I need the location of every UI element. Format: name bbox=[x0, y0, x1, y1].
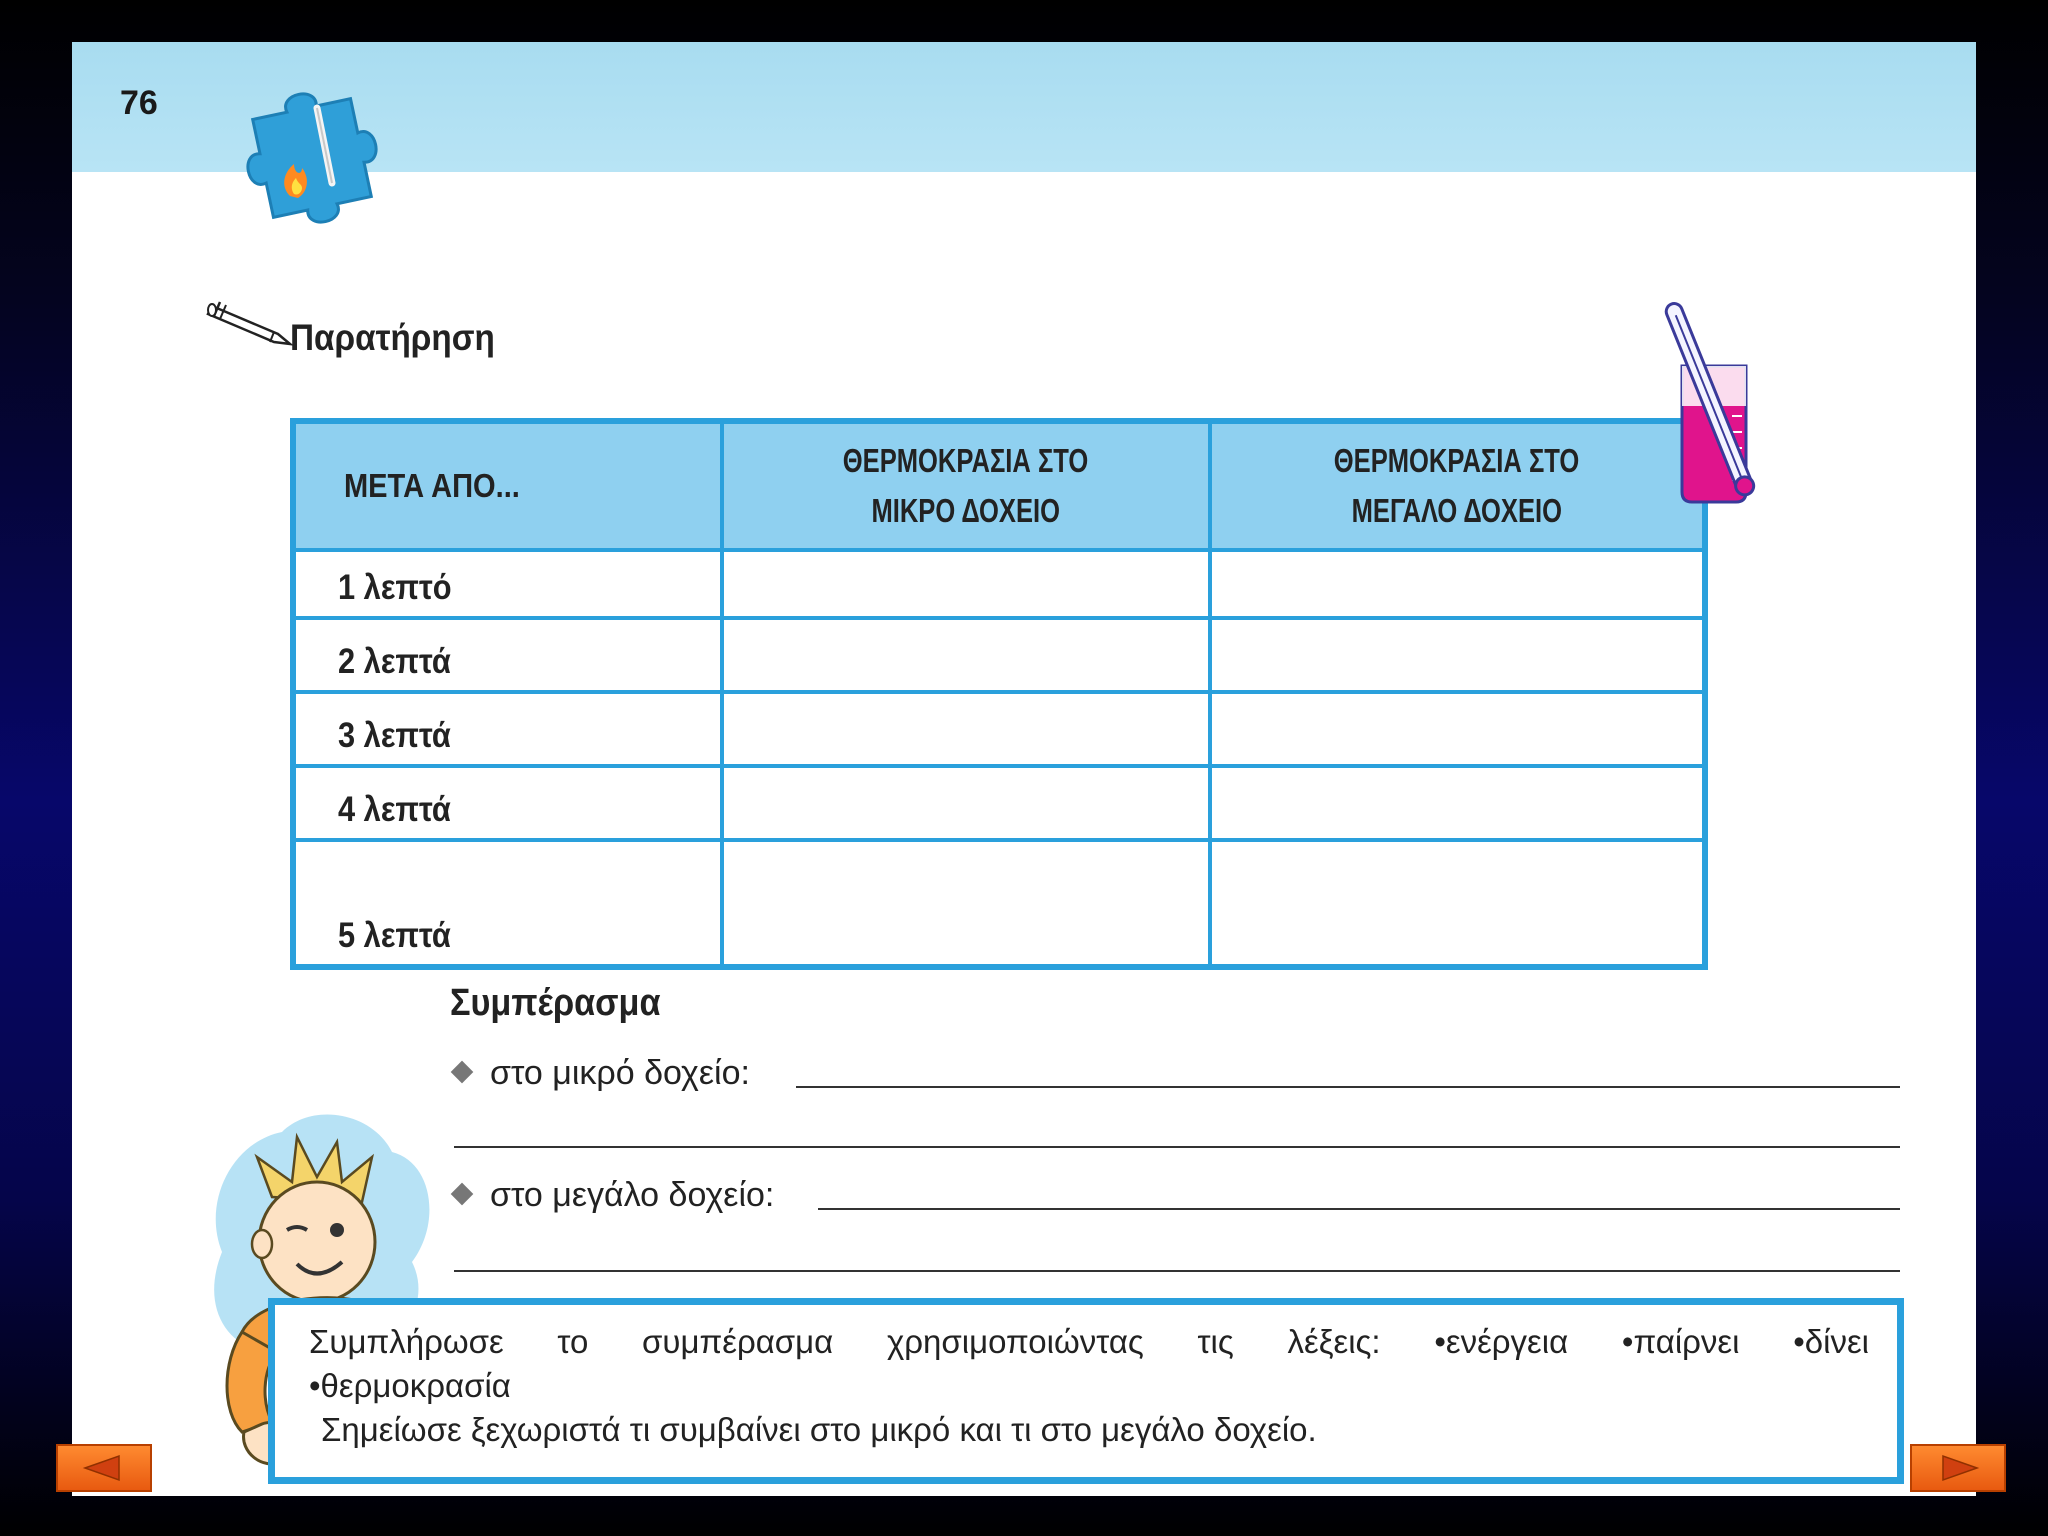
table-row-label: 2 λεπτά bbox=[296, 620, 724, 694]
table-header-small-container: ΘΕΡΜΟΚΡΑΣΙΑ ΣΤΟ ΜΙΚΡΟ ΔΟΧΕΙΟ bbox=[724, 424, 1212, 552]
pencil-icon bbox=[206, 292, 296, 352]
table-cell-large[interactable] bbox=[1212, 768, 1702, 842]
diamond-bullet-icon bbox=[451, 1061, 474, 1084]
instruction-box bbox=[268, 1298, 1904, 1484]
table-row-label: 1 λεπτό bbox=[296, 552, 724, 620]
thermometer-beaker-icon bbox=[1642, 296, 1782, 536]
page-number: 76 bbox=[120, 84, 158, 122]
conclusion-large-answer-line[interactable] bbox=[818, 1208, 1900, 1210]
instruction-line-1: Συμπλήρωσε το συμπέρασμα χρησιμοποιώντας τις λέξεις: •ενέργεια •παίρνει •δίνει bbox=[309, 1323, 1869, 1360]
table-cell-large[interactable] bbox=[1212, 842, 1702, 964]
table-cell-small[interactable] bbox=[724, 552, 1212, 620]
table-cell-large[interactable] bbox=[1212, 620, 1702, 694]
table-cell-small[interactable] bbox=[724, 694, 1212, 768]
table-row-label: 5 λεπτά bbox=[296, 842, 724, 964]
instruction-line-3: Σημείωσε ξεχωριστά τι συμβαίνει στο μικρό και τι στο μεγάλο δοχείο. bbox=[321, 1411, 1317, 1448]
table-cell-small[interactable] bbox=[724, 768, 1212, 842]
arrow-right-icon bbox=[1933, 1453, 1983, 1483]
table-cell-large[interactable] bbox=[1212, 552, 1702, 620]
table-header-large-container: ΘΕΡΜΟΚΡΑΣΙΑ ΣΤΟ ΜΕΓΑΛΟ ΔΟΧΕΙΟ bbox=[1212, 424, 1702, 552]
arrow-left-icon bbox=[79, 1453, 129, 1483]
observation-title: Παρατήρηση bbox=[290, 317, 495, 358]
conclusion-large-answer-line-2[interactable] bbox=[454, 1270, 1900, 1272]
conclusion-small-answer-line[interactable] bbox=[796, 1086, 1900, 1088]
table-row-label: 4 λεπτά bbox=[296, 768, 724, 842]
conclusion-large-prompt: στο μεγάλο δοχείο: bbox=[490, 1176, 775, 1214]
table-cell-small[interactable] bbox=[724, 842, 1212, 964]
next-page-button[interactable] bbox=[1910, 1444, 2006, 1492]
puzzle-piece-icon bbox=[222, 68, 402, 248]
conclusion-title: Συμπέρασμα bbox=[450, 982, 661, 1024]
table-row-label: 3 λεπτά bbox=[296, 694, 724, 768]
conclusion-small-row bbox=[450, 1054, 750, 1093]
temperature-table bbox=[290, 418, 1708, 970]
table-cell-small[interactable] bbox=[724, 620, 1212, 694]
previous-page-button[interactable] bbox=[56, 1444, 152, 1492]
table-cell-large[interactable] bbox=[1212, 694, 1702, 768]
worksheet-page bbox=[72, 42, 1976, 1496]
conclusion-small-answer-line-2[interactable] bbox=[454, 1146, 1900, 1148]
table-header-after: ΜΕΤΑ ΑΠΟ... bbox=[296, 424, 724, 552]
instruction-line-2: •θερμοκρασία bbox=[309, 1367, 511, 1404]
conclusion-small-prompt: στο μικρό δοχείο: bbox=[490, 1054, 750, 1092]
